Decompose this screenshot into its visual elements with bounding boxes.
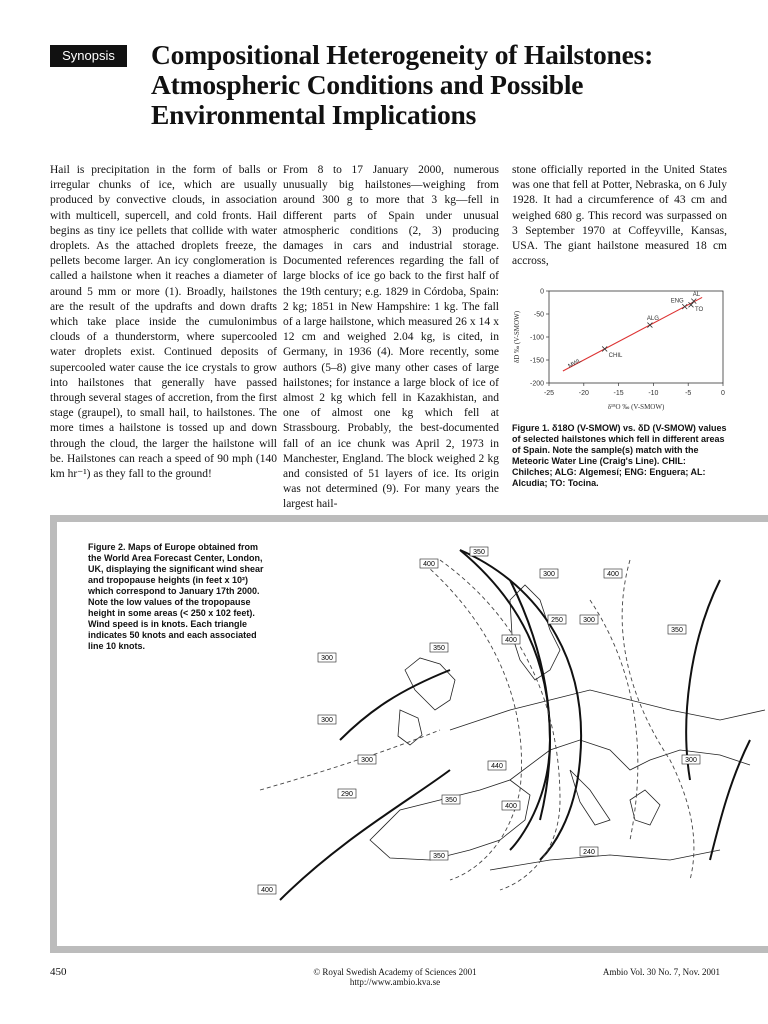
- height-label: 300: [321, 717, 333, 724]
- point-label: CHIL: [608, 352, 623, 359]
- body-column-1: Hail is precipitation in the form of balls or irregular chunks of ice, which are usually produced by convective clouds, in association with multicell, supercell, and cold fronts. Hail begins as tiny ice pellets that collide with water droplets. As the attached droplets freeze, the pellets become larger. An icy conglomeration is called a hailstone when it reaches a diameter of around 5 mm or more (1). Broadly, hailstones are the result of the updrafts and down drafts which take place inside the cumulonimbus clouds of a thunderstorm, where supercooled water droplets exist. Continued deposits of supercooled water cause the ice crystals to grow into hailstones that generally have passed through several stages of accretion, from the first stage (graupel), to small hail, to hailstones. The more times a hailstone is tossed up and down through the cloud, the larger the hailstone will be. Hailstones can reach a speed of 90 mph (140 km hr⁻¹) as they fall to the ground!: [50, 164, 277, 481]
- height-label: 350: [433, 853, 445, 860]
- body-column-2: From 8 to 17 January 2000, numerous unusually big hailstones—weighing from around 300 g to more that 3 kg—fell in different parts of Spain under unusual atmospheric conditions (2, 3) producing damages in cars and industrial storage. Documented references regarding the fall of large blocks of ice go back to the first half of the 19th century; e.g. 1829 in Córdoba, Spain: 2 kg; 1851 in New Hampshire: 1 kg. The fall of a large hailstone, which measured 26 x 14 x 12 cm and weighed 2.04 kg, is cited, in Germany, in 1936 (4). More recently, some authors (5–8) give many other cases of large hailstones; for instance a large block of ice of almost 2 kg which fell in Kazakhistan, and one of almost one kg which fell at Strassbourg. Probably, the best-documented fall of an ice chunk was April 2, 1973 in Manchester, England. The block weighed 2 kg and consisted of 51 layers of ice. Its origin was not determined (9). For many years the largest hail-: [283, 164, 499, 511]
- height-label: 290: [341, 791, 353, 798]
- tropopause-contours: [260, 560, 694, 890]
- height-label: 350: [445, 797, 457, 804]
- data-point: [602, 346, 607, 351]
- plot-frame: [549, 291, 723, 383]
- data-point: [647, 323, 652, 328]
- x-tick-label: -20: [578, 390, 589, 397]
- height-label: 400: [261, 887, 273, 894]
- height-label: 300: [361, 757, 373, 764]
- y-tick-label: -200: [529, 380, 544, 388]
- point-label: ENG: [670, 298, 684, 305]
- page-number: 450: [50, 966, 67, 978]
- journal-url[interactable]: http://www.ambio.kva.se: [349, 977, 441, 987]
- height-label: 350: [671, 627, 683, 634]
- article-title: Compositional Heterogeneity of Hailstones: Atmospheric Conditions and Possible Environmental Implications: [151, 39, 654, 130]
- point-label: AL: [692, 292, 701, 299]
- height-label: 350: [433, 645, 445, 652]
- point-label: ALG: [646, 316, 659, 323]
- figure-2-caption: Figure 2. Maps of Europe obtained from the World Area Forecast Center, London, UK, displaying the significant wind shear and tropopause heights (in feet x 10²) which correspond to January 17th 2000. Note the low values of the tropopause height in some areas (< 250 x 102 feet). Wind speed is in knots. Each triangle indicates 50 knots and each associated line 10 knots.: [88, 542, 264, 651]
- copyright-text: © Royal Swedish Academy of Sciences 2001: [313, 967, 477, 977]
- y-tick-label: -150: [529, 357, 544, 365]
- y-axis-label: δD ‰ (V-SMOW): [513, 310, 521, 364]
- jet-stream-lines: [280, 550, 750, 900]
- x-tick-label: 0: [721, 390, 725, 397]
- coastline-outlines: [370, 585, 765, 870]
- isotope-chart: [505, 283, 731, 415]
- meteoric-water-line: [563, 297, 702, 371]
- height-label: 400: [423, 561, 435, 568]
- height-label: 400: [505, 637, 517, 644]
- height-label: 250: [551, 617, 563, 624]
- europe-wind-map: [250, 540, 768, 912]
- line-label: MWL: [567, 357, 583, 370]
- x-tick-label: -25: [543, 390, 555, 397]
- section-badge: Synopsis: [50, 45, 127, 67]
- height-label: 350: [473, 549, 485, 556]
- height-label: 300: [543, 571, 555, 578]
- x-tick-label: -15: [613, 390, 624, 397]
- y-tick-label: -100: [529, 334, 544, 342]
- y-tick-label: -50: [533, 311, 544, 319]
- body-column-3: stone officially reported in the United States was one that fell at Potter, Nebraska, on 6 July 1928. It had a circumference of 43 cm and weighed 680 g. This record was surpassed on 3 September 1970 at Coffeyville, Kansas, USA. The giant hailstone measured 18 cm accross,: [512, 164, 727, 268]
- height-label: 400: [607, 571, 619, 578]
- height-label: 300: [321, 655, 333, 662]
- y-tick-label: 0: [540, 288, 544, 296]
- height-label: 300: [583, 617, 595, 624]
- x-tick-label: -5: [685, 390, 692, 397]
- height-label: 240: [583, 849, 595, 856]
- height-label: 300: [685, 757, 697, 764]
- point-label: TO: [694, 306, 704, 313]
- footer-copyright: [300, 967, 490, 987]
- height-label: 400: [505, 803, 517, 810]
- x-tick-label: -10: [648, 390, 659, 397]
- x-axis-label: δ¹⁸O ‰ (V-SMOW): [607, 403, 665, 411]
- height-label: 440: [491, 763, 503, 770]
- figure-1-caption: Figure 1. δ18O (V-SMOW) vs. δD (V-SMOW) values of selected hailstones which fell in different areas of Spain. Note the sample(s) match with the Meteoric Water Line (Craig's Line). CHIL: Chilches; ALG: Algemesí; ENG: Enguera; AL: Alcudia; TO: Tocina.: [512, 423, 727, 488]
- journal-citation: Ambio Vol. 30 No. 7, Nov. 2001: [602, 967, 720, 977]
- data-point: [682, 304, 687, 309]
